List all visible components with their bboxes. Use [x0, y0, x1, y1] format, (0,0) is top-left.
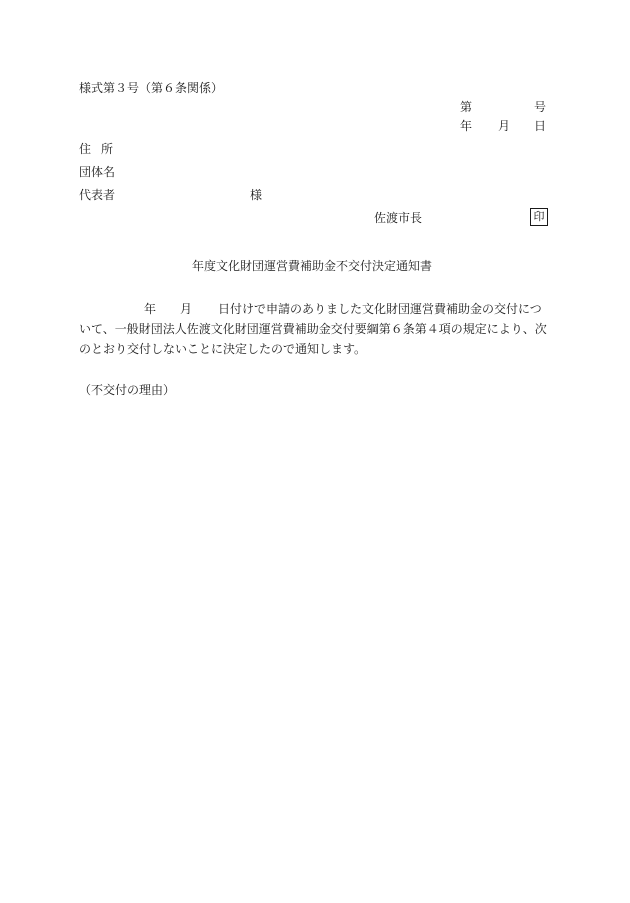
form-number: 様式第３号（第６条関係） — [79, 81, 224, 95]
honorific: 様 — [250, 188, 263, 202]
organization-label: 団体名 — [79, 165, 116, 179]
body-line-2: いて、一般財団法人佐渡文化財団運営費補助金交付要綱第６条第４項の規定により、次 — [79, 322, 547, 336]
date-year: 年 — [460, 119, 473, 133]
number-suffix: 号 — [533, 100, 546, 114]
body-month-marker: 月 — [180, 302, 193, 316]
address-label: 住所 — [79, 142, 124, 156]
body-line-1-text: 日付けで申請のありました文化財団運営費補助金の交付につ — [218, 302, 542, 316]
reason-label: （不交付の理由） — [79, 383, 176, 397]
body-line-1 — [79, 299, 547, 319]
body-year-marker: 年 — [144, 302, 157, 316]
seal-box: 印 — [530, 208, 548, 226]
representative-label: 代表者 — [79, 188, 116, 202]
body-line-3: のとおり交付しないことに決定したので通知します。 — [79, 342, 367, 356]
date-month: 月 — [498, 119, 511, 133]
date-day: 日 — [533, 119, 546, 133]
document-title: 年度文化財団運営費補助金不交付決定通知書 — [192, 259, 433, 273]
number-prefix: 第 — [460, 100, 473, 114]
body-text — [79, 299, 547, 359]
sender-title: 佐渡市長 — [374, 211, 423, 225]
